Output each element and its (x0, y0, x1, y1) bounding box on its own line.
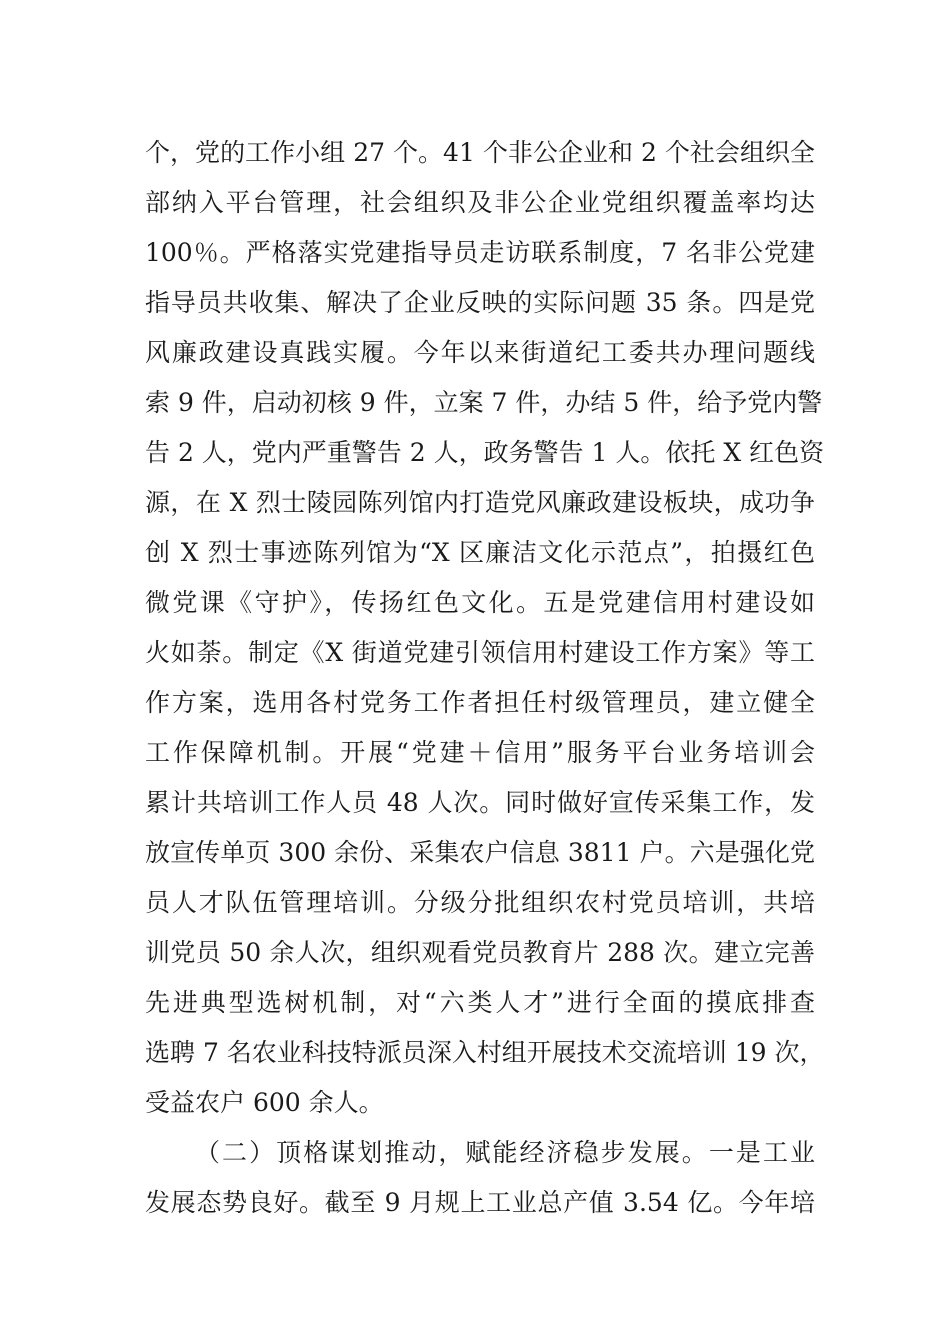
text-line: 放宣传单页 300 余份、采集农户信息 3811 户。六是强化党 (145, 838, 815, 867)
text-line: 告 2 人，党内严重警告 2 人，政务警告 1 人。依托 X 红色资 (145, 438, 825, 467)
text-line: 累计共培训工作人员 48 人次。同时做好宣传采集工作，发 (145, 788, 815, 817)
text-line: 指导员共收集、解决了企业反映的实际问题 35 条。四是党 (145, 288, 815, 317)
text-line: 索 9 件，启动初核 9 件，立案 7 件，办结 5 件，给予党内警 (145, 388, 823, 417)
paragraph-end-line: 受益农户 600 余人。 (145, 1088, 384, 1117)
text-line: 工作保障机制。开展“党建＋信用”服务平台业务培训会 (145, 738, 815, 767)
text-line: 风廉政建设真践实履。今年以来街道纪工委共办理问题线 (145, 338, 815, 367)
text-line: 发展态势良好。截至 9 月规上工业总产值 3.54 亿。今年培 (145, 1188, 815, 1217)
text-line: 选聘 7 名农业科技特派员深入村组开展技术交流培训 19 次， (145, 1038, 825, 1067)
section-heading-line: （二）顶格谋划推动，赋能经济稳步发展。一是工业 (195, 1138, 815, 1167)
text-line: 训党员 50 余人次，组织观看党员教育片 288 次。建立完善 (145, 938, 815, 967)
body-text (145, 128, 825, 1228)
text-line: 创 X 烈士事迹陈列馆为“X 区廉洁文化示范点”，拍摄红色 (145, 538, 815, 567)
text-line: 先进典型选树机制，对“六类人才”进行全面的摸底排查 (145, 988, 815, 1017)
text-line: 100％。严格落实党建指导员走访联系制度，7 名非公党建 (145, 238, 815, 267)
text-line: 源，在 X 烈士陵园陈列馆内打造党风廉政建设板块，成功争 (145, 488, 815, 517)
text-line: 微党课《守护》，传扬红色文化。五是党建信用村建设如 (145, 588, 815, 617)
text-line: 部纳入平台管理，社会组织及非公企业党组织覆盖率均达 (145, 188, 815, 217)
text-line: 作方案，选用各村党务工作者担任村级管理员，建立健全 (145, 688, 815, 717)
text-line: 火如荼。制定《X 街道党建引领信用村建设工作方案》等工 (145, 638, 815, 667)
text-line: 个，党的工作小组 27 个。41 个非公企业和 2 个社会组织全 (145, 138, 815, 167)
text-line: 员人才队伍管理培训。分级分批组织农村党员培训，共培 (145, 888, 815, 917)
